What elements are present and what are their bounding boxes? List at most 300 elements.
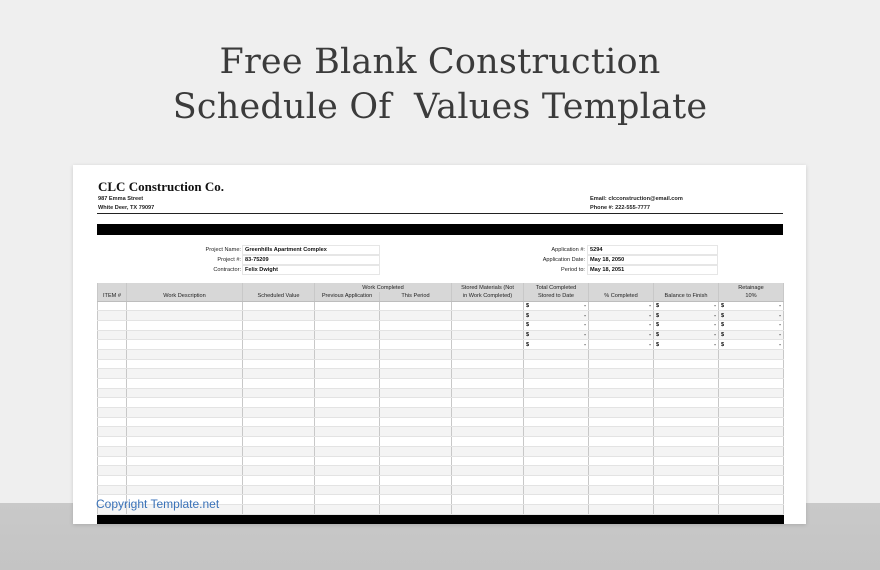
table-cell[interactable]: [719, 311, 784, 321]
table-cell[interactable]: [127, 466, 243, 476]
header-retainage: Retainage: [719, 283, 784, 292]
table-cell[interactable]: [380, 369, 452, 379]
table-cell[interactable]: [98, 456, 127, 466]
table-row: [98, 301, 784, 311]
table-cell[interactable]: [719, 504, 784, 514]
table-cell[interactable]: [98, 446, 127, 456]
table-cell[interactable]: [127, 398, 243, 408]
table-cell[interactable]: [589, 408, 654, 418]
table-cell[interactable]: [243, 437, 315, 447]
table-cell[interactable]: [719, 301, 784, 311]
table-cell[interactable]: [524, 398, 589, 408]
table-cell[interactable]: [654, 466, 719, 476]
table-header-columns: [98, 292, 784, 301]
table-cell[interactable]: [589, 417, 654, 427]
table-cell[interactable]: [315, 446, 380, 456]
table-cell[interactable]: [719, 379, 784, 389]
table-cell[interactable]: [127, 475, 243, 485]
table-cell[interactable]: [380, 330, 452, 340]
table-cell[interactable]: [380, 495, 452, 505]
table-cell[interactable]: [654, 311, 719, 321]
table-cell[interactable]: [719, 466, 784, 476]
table-cell[interactable]: [315, 456, 380, 466]
table-cell[interactable]: [654, 456, 719, 466]
table-cell[interactable]: [589, 359, 654, 369]
table-cell[interactable]: [654, 398, 719, 408]
table-cell[interactable]: [380, 398, 452, 408]
table-cell[interactable]: [654, 340, 719, 350]
table-cell[interactable]: [589, 495, 654, 505]
currency-symbol: $: [656, 322, 660, 329]
table-cell[interactable]: [243, 456, 315, 466]
table-cell[interactable]: [315, 349, 380, 359]
table-cell[interactable]: [380, 417, 452, 427]
table-cell[interactable]: [452, 456, 524, 466]
table-cell[interactable]: [524, 388, 589, 398]
table-cell[interactable]: [654, 369, 719, 379]
table-row: [98, 437, 784, 447]
dash-value: -: [779, 302, 781, 309]
period-to-field[interactable]: May 18, 2051: [587, 265, 718, 275]
dash-value: -: [649, 312, 651, 319]
table-cell[interactable]: [315, 504, 380, 514]
table-cell[interactable]: [524, 495, 589, 505]
column-header-balance-to-finish: Balance to Finish: [654, 292, 719, 301]
table-cell[interactable]: [719, 456, 784, 466]
table-cell[interactable]: [243, 388, 315, 398]
table-cell[interactable]: [589, 330, 654, 340]
table-cell[interactable]: [315, 311, 380, 321]
table-cell[interactable]: [452, 330, 524, 340]
application-date-field[interactable]: May 18, 2050: [587, 255, 718, 265]
footer-cell: [589, 514, 654, 523]
currency-symbol: $: [656, 312, 660, 319]
table-cell[interactable]: [98, 437, 127, 447]
project-name-field[interactable]: Greenhills Apartment Complex: [242, 245, 380, 255]
table-cell[interactable]: [589, 379, 654, 389]
table-cell[interactable]: [452, 379, 524, 389]
currency-symbol: $: [526, 312, 530, 319]
footer-cell: [452, 514, 524, 523]
table-footer-bar: [98, 514, 784, 523]
table-cell[interactable]: [654, 408, 719, 418]
table-cell[interactable]: [98, 349, 127, 359]
table-cell[interactable]: [589, 311, 654, 321]
table-cell[interactable]: [589, 446, 654, 456]
contractor-field[interactable]: Felix Dwight: [242, 265, 380, 275]
table-cell[interactable]: [719, 446, 784, 456]
company-contact: [590, 195, 683, 213]
table-row: [98, 485, 784, 495]
table-row: [98, 388, 784, 398]
table-cell[interactable]: [98, 388, 127, 398]
table-cell[interactable]: [452, 340, 524, 350]
contractor-label: Contractor:: [213, 267, 241, 273]
table-cell[interactable]: [315, 388, 380, 398]
table-cell[interactable]: [524, 369, 589, 379]
table-row: [98, 446, 784, 456]
table-cell[interactable]: [380, 359, 452, 369]
column-header-retainage-percent: 10%: [719, 292, 784, 301]
table-cell[interactable]: [98, 311, 127, 321]
dash-value: -: [649, 322, 651, 329]
table-cell[interactable]: [380, 485, 452, 495]
table-cell[interactable]: [380, 456, 452, 466]
table-row: [98, 417, 784, 427]
table-cell[interactable]: [589, 301, 654, 311]
table-cell[interactable]: [719, 475, 784, 485]
table-cell[interactable]: [98, 417, 127, 427]
table-cell[interactable]: [524, 504, 589, 514]
table-cell[interactable]: [524, 408, 589, 418]
table-cell[interactable]: [380, 301, 452, 311]
table-cell[interactable]: [654, 330, 719, 340]
table-cell[interactable]: [315, 330, 380, 340]
table-cell[interactable]: [315, 359, 380, 369]
page-title-line-2: Schedule Of Values Template: [172, 87, 708, 127]
table-cell[interactable]: [654, 446, 719, 456]
table-cell[interactable]: [589, 466, 654, 476]
copyright-link[interactable]: Copyright Template.net: [96, 497, 220, 511]
table-cell[interactable]: [243, 369, 315, 379]
table-cell[interactable]: [524, 466, 589, 476]
table-cell[interactable]: [98, 427, 127, 437]
project-number-label: Project #:: [217, 257, 241, 263]
table-cell[interactable]: [380, 349, 452, 359]
company-address: [98, 195, 154, 213]
currency-symbol: $: [656, 341, 660, 348]
table-cell[interactable]: [380, 379, 452, 389]
table-cell[interactable]: [127, 408, 243, 418]
table-cell[interactable]: [524, 340, 589, 350]
application-number-label: Application #:: [551, 247, 585, 253]
dash-value: -: [649, 302, 651, 309]
table-cell[interactable]: [127, 311, 243, 321]
table-cell[interactable]: [654, 349, 719, 359]
table-cell[interactable]: [98, 359, 127, 369]
table-cell[interactable]: [243, 349, 315, 359]
table-cell[interactable]: [243, 330, 315, 340]
table-cell[interactable]: [719, 359, 784, 369]
table-cell[interactable]: [452, 417, 524, 427]
table-cell[interactable]: [315, 475, 380, 485]
table-cell[interactable]: [127, 388, 243, 398]
dash-value: -: [714, 341, 716, 348]
table-cell[interactable]: [452, 408, 524, 418]
application-number-field[interactable]: 5294: [587, 245, 718, 255]
dash-value: -: [779, 312, 781, 319]
table-cell[interactable]: [380, 427, 452, 437]
table-cell[interactable]: [452, 437, 524, 447]
table-cell[interactable]: [127, 301, 243, 311]
table-cell[interactable]: [589, 369, 654, 379]
dash-value: -: [714, 302, 716, 309]
table-cell[interactable]: [243, 427, 315, 437]
table-cell[interactable]: [98, 379, 127, 389]
table-cell[interactable]: [380, 437, 452, 447]
table-cell[interactable]: [719, 417, 784, 427]
table-cell[interactable]: [589, 398, 654, 408]
table-cell[interactable]: [315, 417, 380, 427]
table-cell[interactable]: [524, 446, 589, 456]
table-cell[interactable]: [243, 475, 315, 485]
table-cell[interactable]: [589, 504, 654, 514]
table-cell[interactable]: [98, 320, 127, 330]
dash-value: -: [779, 341, 781, 348]
application-date-label: Application Date:: [542, 257, 585, 263]
table-cell[interactable]: [127, 359, 243, 369]
schedule-of-values-table: [97, 283, 784, 524]
table-cell[interactable]: [654, 359, 719, 369]
table-cell[interactable]: [98, 466, 127, 476]
dash-value: -: [714, 312, 716, 319]
table-cell[interactable]: [654, 427, 719, 437]
table-cell[interactable]: [719, 320, 784, 330]
table-cell[interactable]: [452, 504, 524, 514]
table-row: [98, 349, 784, 359]
table-cell[interactable]: [127, 379, 243, 389]
table-cell[interactable]: [589, 427, 654, 437]
table-cell[interactable]: [452, 301, 524, 311]
table-cell[interactable]: [315, 320, 380, 330]
table-cell[interactable]: [127, 330, 243, 340]
table-cell[interactable]: [243, 408, 315, 418]
table-cell[interactable]: [589, 340, 654, 350]
table-cell[interactable]: [589, 349, 654, 359]
table-cell[interactable]: [315, 437, 380, 447]
table-cell[interactable]: [315, 301, 380, 311]
table-cell[interactable]: [127, 437, 243, 447]
dash-value: -: [584, 322, 586, 329]
dash-value: -: [714, 322, 716, 329]
table-cell[interactable]: [719, 495, 784, 505]
table-cell[interactable]: [98, 340, 127, 350]
table-cell[interactable]: [719, 427, 784, 437]
table-cell[interactable]: [98, 301, 127, 311]
dash-value: -: [779, 331, 781, 338]
table-cell[interactable]: [127, 456, 243, 466]
footer-cell: [127, 514, 243, 523]
table-cell[interactable]: [243, 485, 315, 495]
table-cell[interactable]: [524, 485, 589, 495]
table-cell[interactable]: [243, 417, 315, 427]
table-cell[interactable]: [719, 388, 784, 398]
table-row: [98, 408, 784, 418]
table-cell[interactable]: [315, 408, 380, 418]
table-cell[interactable]: [524, 417, 589, 427]
table-cell[interactable]: [127, 417, 243, 427]
table-row: [98, 359, 784, 369]
table-cell[interactable]: [719, 485, 784, 495]
company-city: White Deer, TX 79097: [98, 205, 155, 211]
dash-value: -: [584, 312, 586, 319]
currency-symbol: $: [656, 331, 660, 338]
company-street: 987 Emma Street: [98, 196, 144, 202]
table-cell[interactable]: [98, 369, 127, 379]
column-header-item: ITEM #: [98, 292, 127, 301]
footer-cell: [98, 514, 127, 523]
table-cell[interactable]: [719, 369, 784, 379]
table-cell[interactable]: [243, 504, 315, 514]
table-cell[interactable]: [719, 398, 784, 408]
table-cell[interactable]: [380, 466, 452, 476]
table-cell[interactable]: [654, 320, 719, 330]
table-row: [98, 369, 784, 379]
table-cell[interactable]: [452, 485, 524, 495]
currency-symbol: $: [526, 331, 530, 338]
table-cell[interactable]: [589, 456, 654, 466]
table-cell[interactable]: [380, 311, 452, 321]
table-cell[interactable]: [243, 398, 315, 408]
table-cell[interactable]: [452, 446, 524, 456]
table-cell[interactable]: [589, 475, 654, 485]
table-cell[interactable]: [315, 369, 380, 379]
table-cell[interactable]: [380, 388, 452, 398]
table-cell[interactable]: [380, 320, 452, 330]
table-cell[interactable]: [719, 408, 784, 418]
table-cell[interactable]: [654, 475, 719, 485]
footer-cell: [524, 514, 589, 523]
table-cell[interactable]: [589, 388, 654, 398]
table-cell[interactable]: [315, 398, 380, 408]
table-cell[interactable]: [380, 340, 452, 350]
table-row: [98, 475, 784, 485]
header-divider: [97, 213, 783, 214]
table-row: [98, 340, 784, 350]
project-number-field[interactable]: 83-75209: [242, 255, 380, 265]
table-cell[interactable]: [452, 475, 524, 485]
table-cell[interactable]: [452, 311, 524, 321]
currency-symbol: $: [526, 302, 530, 309]
table-cell[interactable]: [127, 446, 243, 456]
table-cell[interactable]: [380, 504, 452, 514]
table-cell[interactable]: [127, 340, 243, 350]
table-header-top: [98, 283, 784, 292]
header-work-completed: Work Completed: [315, 283, 452, 292]
table-cell[interactable]: [719, 349, 784, 359]
table-cell[interactable]: [524, 359, 589, 369]
table-cell[interactable]: [524, 427, 589, 437]
table-cell[interactable]: [452, 388, 524, 398]
table-cell[interactable]: [524, 330, 589, 340]
table-cell[interactable]: [98, 330, 127, 340]
table-cell[interactable]: [243, 495, 315, 505]
table-cell[interactable]: [98, 475, 127, 485]
table-cell[interactable]: [127, 320, 243, 330]
table-cell[interactable]: [719, 330, 784, 340]
table-cell[interactable]: [380, 475, 452, 485]
table-cell[interactable]: [243, 340, 315, 350]
table-cell[interactable]: [719, 437, 784, 447]
table-cell[interactable]: [452, 495, 524, 505]
table-cell[interactable]: [243, 311, 315, 321]
currency-symbol: $: [721, 341, 725, 348]
header-stored-materials: Stored Materials (Not: [452, 283, 524, 292]
table-cell[interactable]: [524, 349, 589, 359]
header-total-completed: Total Completed: [524, 283, 589, 292]
table-row: [98, 398, 784, 408]
table-row: [98, 330, 784, 340]
table-row: [98, 379, 784, 389]
table-cell[interactable]: [524, 456, 589, 466]
table-cell[interactable]: [127, 427, 243, 437]
table-cell[interactable]: [524, 437, 589, 447]
company-phone: Phone #: 222-555-7777: [590, 205, 651, 211]
table-cell[interactable]: [98, 485, 127, 495]
table-cell[interactable]: [127, 369, 243, 379]
table-cell[interactable]: [315, 495, 380, 505]
table-cell[interactable]: [654, 417, 719, 427]
currency-symbol: $: [656, 302, 660, 309]
table-cell[interactable]: [452, 320, 524, 330]
table-cell[interactable]: [127, 349, 243, 359]
table-cell[interactable]: [524, 301, 589, 311]
table-cell[interactable]: [315, 427, 380, 437]
table-cell[interactable]: [654, 495, 719, 505]
table-cell[interactable]: [380, 408, 452, 418]
currency-symbol: $: [721, 322, 725, 329]
currency-symbol: $: [721, 331, 725, 338]
table-cell[interactable]: [654, 388, 719, 398]
currency-symbol: $: [526, 322, 530, 329]
table-cell[interactable]: [589, 485, 654, 495]
table-cell[interactable]: [243, 446, 315, 456]
table-cell[interactable]: [315, 466, 380, 476]
column-header-scheduled-value: Scheduled Value: [243, 292, 315, 301]
period-to-label: Period to:: [561, 267, 585, 273]
table-cell[interactable]: [243, 379, 315, 389]
column-header-this-period: This Period: [380, 292, 452, 301]
table-cell[interactable]: [452, 369, 524, 379]
table-cell[interactable]: [654, 485, 719, 495]
table-cell[interactable]: [452, 466, 524, 476]
table-cell[interactable]: [654, 504, 719, 514]
table-cell[interactable]: [98, 408, 127, 418]
table-cell[interactable]: [315, 340, 380, 350]
table-cell[interactable]: [654, 379, 719, 389]
table-cell[interactable]: [589, 320, 654, 330]
table-cell[interactable]: [452, 359, 524, 369]
table-cell[interactable]: [380, 446, 452, 456]
table-cell[interactable]: [315, 485, 380, 495]
table-body: [98, 301, 784, 523]
table-cell[interactable]: [243, 466, 315, 476]
table-cell[interactable]: [452, 398, 524, 408]
table-cell[interactable]: [98, 398, 127, 408]
column-header-percent-completed: % Completed: [589, 292, 654, 301]
table-cell[interactable]: [524, 475, 589, 485]
table-cell[interactable]: [524, 320, 589, 330]
table-cell[interactable]: [243, 320, 315, 330]
table-cell[interactable]: [243, 301, 315, 311]
table-cell[interactable]: [524, 379, 589, 389]
currency-symbol: $: [526, 341, 530, 348]
dash-value: -: [714, 331, 716, 338]
table-cell[interactable]: [654, 437, 719, 447]
table-cell[interactable]: [719, 340, 784, 350]
column-header-in-work-completed: in Work Completed): [452, 292, 524, 301]
table-cell[interactable]: [315, 379, 380, 389]
table-row: [98, 456, 784, 466]
table-row: [98, 311, 784, 321]
table-cell[interactable]: [243, 359, 315, 369]
table-cell[interactable]: [127, 485, 243, 495]
table-cell[interactable]: [589, 437, 654, 447]
table-cell[interactable]: [452, 349, 524, 359]
table-cell[interactable]: [452, 427, 524, 437]
table-cell[interactable]: [524, 311, 589, 321]
table-cell[interactable]: [654, 301, 719, 311]
